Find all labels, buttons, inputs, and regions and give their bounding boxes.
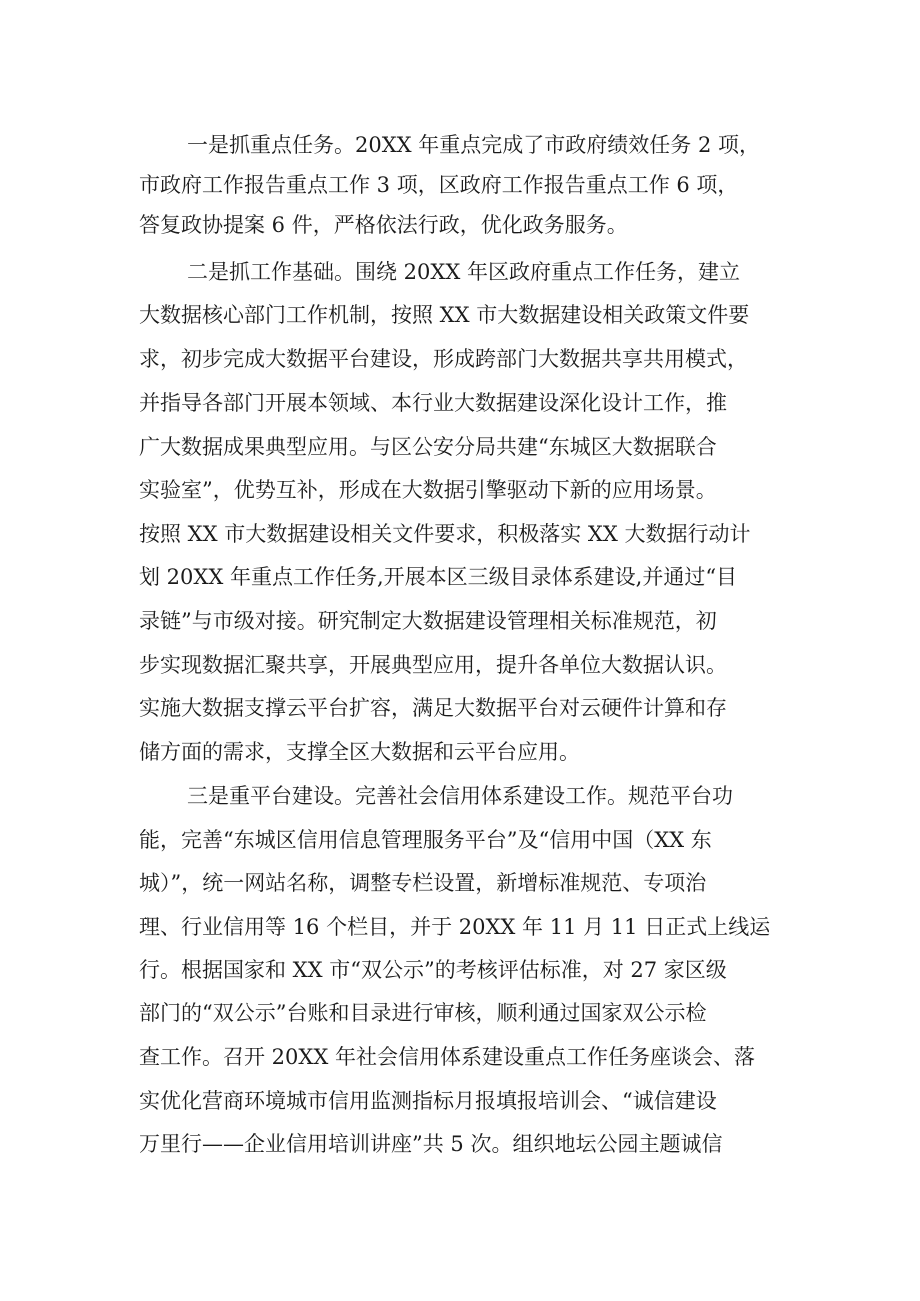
text-line: 按照 XX 市大数据建设相关文件要求，积极落实 XX 大数据行动计 xyxy=(139,522,751,546)
text-line: 步实现数据汇聚共享，开展典型应用，提升各单位大数据认识。 xyxy=(139,653,727,677)
text-line: 理、行业信用等 16 个栏目，并于 20XX 年 11 月 11 日正式上线运 xyxy=(139,915,771,939)
text-line: 求，初步完成大数据平台建设，形成跨部门大数据共享共用模式， xyxy=(139,347,748,371)
text-line: 部门的“双公示”台账和目录进行审核，顺利通过国家双公示检 xyxy=(139,1001,707,1025)
text-line: 划 20XX 年重点工作任务,开展本区三级目录体系建设,并通过“目 xyxy=(139,565,738,589)
text-line: 二是抓工作基础。围绕 20XX 年区政府重点工作任务，建立 xyxy=(187,260,740,284)
text-line: 实施大数据支撑云平台扩容，满足大数据平台对云硬件计算和存 xyxy=(139,696,727,720)
text-line: 录链”与市级对接。研究制定大数据建设管理相关标准规范，初 xyxy=(139,609,717,633)
text-line: 三是重平台建设。完善社会信用体系建设工作。规范平台功 xyxy=(187,784,733,808)
text-line: 广大数据成果典型应用。与区公安分局共建“东城区大数据联合 xyxy=(139,435,717,459)
text-line: 大数据核心部门工作机制，按照 XX 市大数据建设相关政策文件要 xyxy=(139,303,750,327)
text-line: 一是抓重点任务。20XX 年重点完成了市政府绩效任务 2 项， xyxy=(187,133,761,157)
text-line: 万里行——企业信用培训讲座”共 5 次。组织地坛公园主题诚信 xyxy=(139,1132,723,1156)
text-line: 并指导各部门开展本领域、本行业大数据建设深化设计工作，推 xyxy=(139,391,727,415)
text-line: 实验室”，优势互补，形成在大数据引擎驱动下新的应用场景。 xyxy=(139,478,717,502)
text-line: 能，完善“东城区信用信息管理服务平台”及“信用中国（XX 东 xyxy=(139,828,712,852)
text-line: 市政府工作报告重点工作 3 项，区政府工作报告重点工作 6 项， xyxy=(139,173,739,197)
text-line: 行。根据国家和 XX 市“双公示”的考核评估标准，对 27 家区级 xyxy=(139,958,727,982)
text-line: 查工作。召开 20XX 年社会信用体系建设重点工作任务座谈会、落 xyxy=(139,1045,755,1069)
text-line: 实优化营商环境城市信用监测指标月报填报培训会、“诚信建设 xyxy=(139,1089,717,1113)
text-line: 城）”，统一网站名称，调整专栏设置，新增标准规范、专项治 xyxy=(139,871,707,895)
text-line: 答复政协提案 6 件，严格依法行政，优化政务服务。 xyxy=(139,213,628,237)
text-line: 储方面的需求，支撑全区大数据和云平台应用。 xyxy=(139,740,580,764)
